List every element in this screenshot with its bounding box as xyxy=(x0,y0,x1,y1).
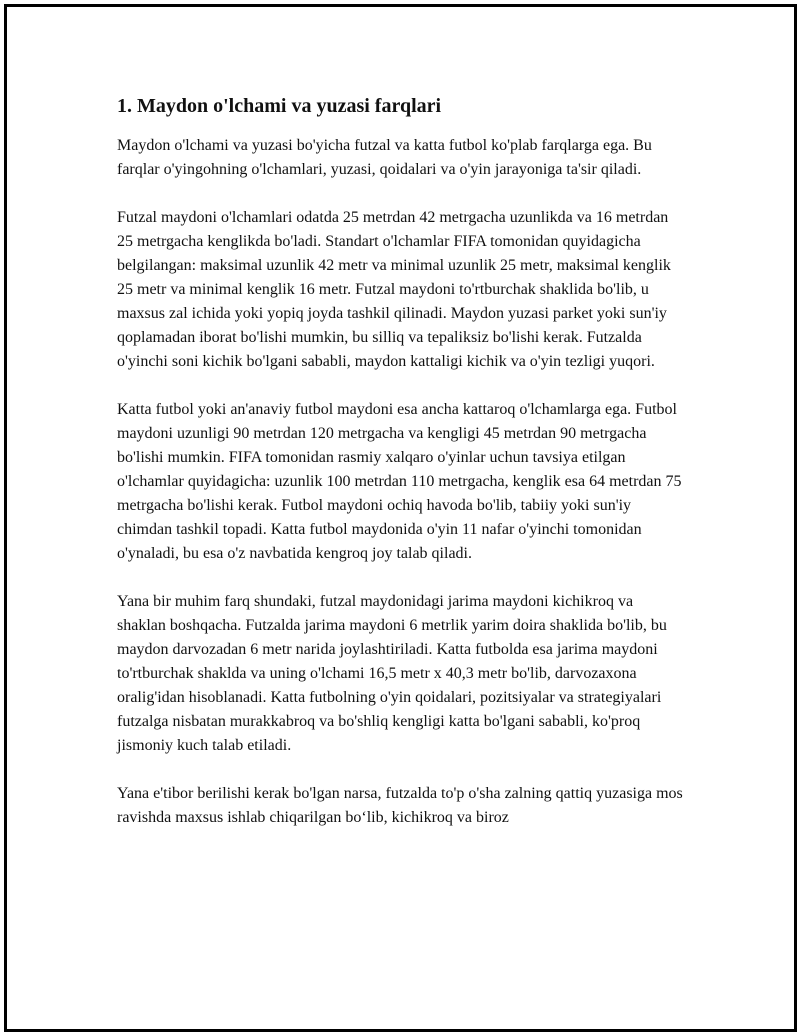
paragraph: Katta futbol yoki an'anaviy futbol maydoni esa ancha kattaroq o'lchamlarga ega. Futbol maydoni uzunligi 90 metrdan 120 metrgacha va kengligi 45 metrdan 90 metrgacha bo'lishi mumkin. FIFA tomonidan rasmiy xalqaro o'yinlar uchun tavsiya etilgan o'lchamlar quyidagicha: uzunlik 100 metrdan 110 metrgacha, kenglik esa 64 metrdan 75 metrgacha bo'lishi kerak. Futbol maydoni ochiq havoda bo'lib, tabiiy yoki sun'iy chimdan tashkil topadi. Katta futbol maydonida o'yin 11 nafar o'yinchi tomonidan o'ynaladi, bu esa o'z navbatida kengroq joy talab qiladi. xyxy=(117,401,682,562)
paragraph: Maydon o'lchami va yuzasi bo'yicha futzal va katta futbol ko'plab farqlarga ega. Bu farqlar o'yingohning o'lchamlari, yuzasi, qoidalari va o'yin jarayoniga ta'sir qiladi. xyxy=(117,137,652,178)
paragraph: Yana e'tibor berilishi kerak bo'lgan narsa, futzalda to'p o'sha zalning qattiq yuzasiga mos ravishda maxsus ishlab chiqarilgan bo‘lib, kichikroq va biroz xyxy=(117,785,683,826)
section-heading: 1. Maydon o'lchami va yuzasi farqlari xyxy=(117,95,442,117)
paragraph: Yana bir muhim farq shundaki, futzal maydonidagi jarima maydoni kichikroq va shaklan boshqacha. Futzalda jarima maydoni 6 metrlik yarim doira shaklida bo'lib, bu maydon darvozadan 6 metr narida joylashtiriladi. Katta futbolda esa jarima maydoni to'rtburchak shaklda va uning o'lchami 16,5 metr x 40,3 metr bo'lib, darvozaxona oralig'idan hisoblanadi. Katta futbolning o'yin qoidalari, pozitsiyalar va strategiyalari futzalga nisbatan murakkabroq va bo'shliq kengligi katta bo'lgani sababli, ko'proq jismoniy kuch talab etiladi. xyxy=(117,593,667,754)
document-body xyxy=(117,92,683,854)
paragraph: Futzal maydoni o'lchamlari odatda 25 metrdan 42 metrgacha uzunlikda va 16 metrdan 25 metrgacha kenglikda bo'ladi. Standart o'lchamlar FIFA tomonidan quyidagicha belgilangan: maksimal uzunlik 42 metr va minimal uzunlik 25 metr, maksimal kenglik 25 metr va minimal kenglik 16 metr. Futzal maydoni to'rtburchak shaklida bo'lib, u maxsus zal ichida yoki yopiq joyda tashkil qilinadi. Maydon yuzasi parket yoki sun'iy qoplamadan iborat bo'lishi mumkin, bu silliq va tepaliksiz bo'lishi kerak. Futzalda o'yinchi soni kichik bo'lgani sababli, maydon kattaligi kichik va o'yin tezligi yuqori. xyxy=(117,209,671,370)
